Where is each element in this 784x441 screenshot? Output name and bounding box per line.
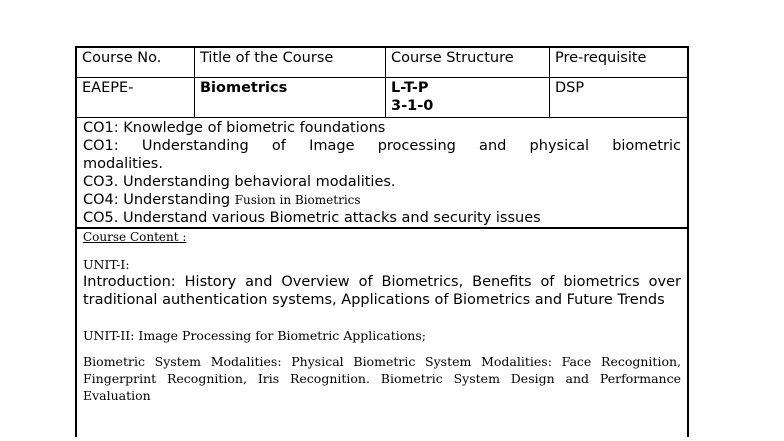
- outcome-co1a: CO1: Knowledge of biometric foundations: [83, 120, 386, 136]
- content-heading: Course Content :: [83, 230, 187, 244]
- outcome-co3: CO3. Understanding behavioral modalities.: [83, 174, 396, 190]
- course-sheet: [75, 46, 689, 437]
- header-course-no: Course No.: [77, 48, 195, 78]
- table-row: [77, 78, 688, 118]
- course-content: [76, 228, 688, 437]
- table-header-row: [77, 48, 688, 78]
- unit1-text: Introduction: History and Overview of Biometrics, Benefits of biometrics over traditional authentication systems, Applications of Biometrics and Future Trends: [83, 274, 681, 308]
- unit2-text: Biometric System Modalities: Physical Biometric System Modalities: Face Recognition, Fingerprint Recognition, Iris Recognition. Biometric System Design and Performance Evaluation: [83, 354, 681, 403]
- unit2-heading: [83, 327, 681, 344]
- course-structure: [386, 78, 550, 118]
- unit1-label: UNIT-I: [83, 257, 126, 272]
- structure-label: L-T-P: [391, 80, 429, 96]
- outcome-co1b-line1: CO1: Understanding of Image processing and physical biometric: [83, 138, 681, 154]
- header-title: Title of the Course: [195, 48, 386, 78]
- course-table: [76, 47, 688, 118]
- course-title: Biometrics: [195, 78, 386, 118]
- unit2-label: UNIT-II: [83, 328, 131, 343]
- outcome-co4: [83, 191, 681, 209]
- header-prerequisite: Pre-requisite: [550, 48, 688, 78]
- outcome-co1b-line2: modalities.: [83, 156, 163, 172]
- structure-value: 3-1-0: [391, 98, 434, 114]
- unit1-colon: :: [125, 257, 130, 272]
- course-number: EAEPE-: [77, 78, 195, 118]
- unit2-title: : Image Processing for Biometric Applications;: [130, 328, 426, 343]
- co4-suffix: Fusion in Biometrics: [234, 193, 361, 207]
- unit1-heading: [83, 256, 681, 273]
- header-structure: Course Structure: [386, 48, 550, 78]
- outcome-co5: CO5. Understand various Biometric attacks and security issues: [83, 210, 541, 226]
- course-prerequisite: DSP: [550, 78, 688, 118]
- co4-prefix: CO4: Understanding: [83, 192, 235, 208]
- course-outcomes: [76, 118, 688, 228]
